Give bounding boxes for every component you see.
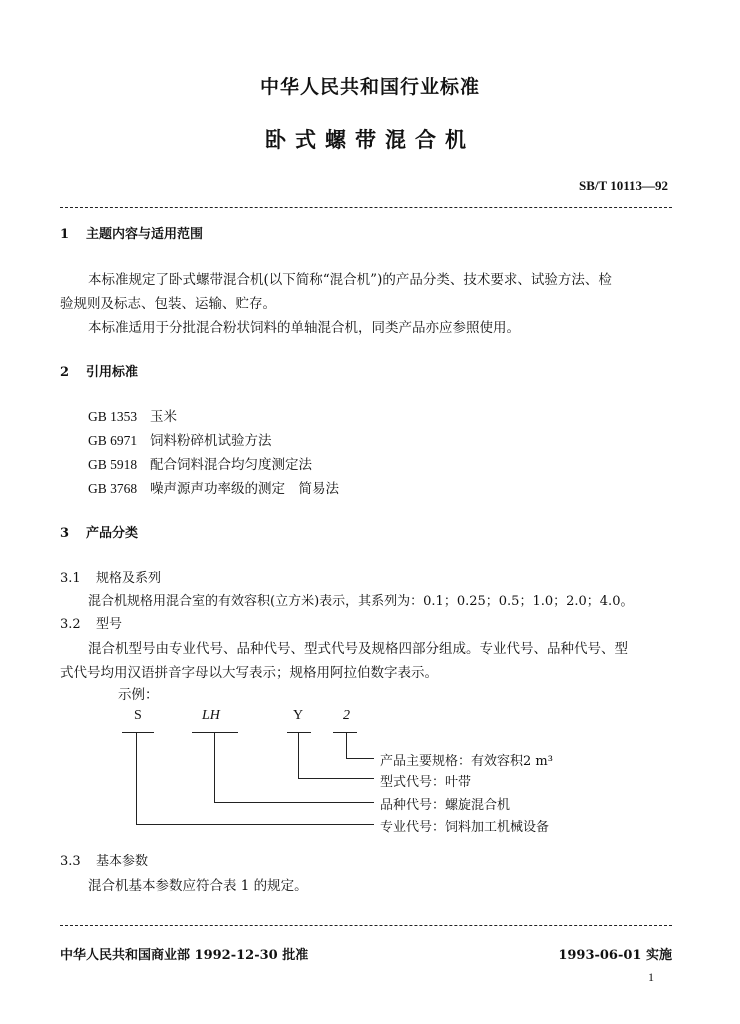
section-number: 2 — [60, 365, 70, 380]
header-divider — [60, 207, 672, 208]
reference-name: 配合饲料混合均匀度测定法 — [150, 457, 312, 473]
section-number: 3 — [60, 526, 70, 541]
example-label-spec: 产品主要规格：有效容积2 m³ — [380, 754, 553, 769]
section-1-para-1-line-1: 本标准规定了卧式螺带混合机(以下简称“混合机”)的产品分类、技术要求、试验方法、检 — [88, 272, 612, 288]
subsection-number: 3.1 — [60, 571, 81, 586]
reference-code: GB 1353 — [88, 409, 138, 424]
reference-code: GB 3768 — [88, 481, 138, 496]
section-2-heading — [60, 361, 138, 380]
section-3-heading — [60, 522, 138, 541]
reference-name: 玉米 — [150, 409, 177, 425]
example-letter-s: S — [134, 708, 142, 723]
underline-lh — [192, 732, 238, 733]
standard-code: SB/T 10113—92 — [579, 178, 668, 193]
subsection-title: 基本参数 — [96, 854, 149, 869]
example-label-type: 型式代号：叶带 — [380, 775, 472, 790]
connector-vertical — [298, 732, 299, 778]
reference-code: GB 6971 — [88, 433, 138, 448]
example-label-variety: 品种代号：螺旋混合机 — [380, 798, 511, 813]
reference-item — [88, 405, 177, 425]
page-number: 1 — [648, 970, 654, 984]
footer-divider — [60, 925, 672, 926]
example-letter-lh: LH — [202, 708, 220, 723]
subsection-3-3-heading — [60, 850, 148, 869]
reference-name: 噪声源声功率级的测定 简易法 — [150, 481, 339, 497]
underline-s — [122, 732, 154, 733]
subsection-3-2-heading — [60, 613, 122, 632]
connector-horizontal — [136, 824, 374, 825]
reference-name: 饲料粉碎机试验方法 — [150, 433, 272, 449]
example-letter-y: Y — [293, 708, 304, 723]
connector-horizontal — [346, 758, 374, 759]
section-1-para-1-line-2: 验规则及标志、包装、运输、贮存。 — [60, 296, 276, 312]
reference-item — [88, 477, 339, 497]
section-number: 1 — [60, 227, 70, 242]
subsection-3-1-text: 混合机规格用混合室的有效容积(立方米)表示，其系列为：0.1；0.25；0.5；1.0；2.0；4.0。 — [88, 594, 634, 609]
section-title: 引用标准 — [86, 365, 139, 380]
subsection-number: 3.3 — [60, 854, 81, 869]
section-1-heading — [60, 223, 203, 242]
reference-code: GB 5918 — [88, 457, 138, 472]
example-label-profession: 专业代号：饲料加工机械设备 — [380, 820, 550, 835]
example-letter-2: 2 — [343, 708, 350, 723]
subsection-number: 3.2 — [60, 617, 81, 632]
example-label: 示例： — [118, 687, 159, 703]
section-title: 产品分类 — [86, 526, 139, 541]
subsection-3-2-line-2: 式代号均用汉语拼音字母以大写表示；规格用阿拉伯数字表示。 — [60, 665, 438, 681]
connector-horizontal — [214, 802, 374, 803]
issuer-note: 中华人民共和国商业部 1992-12-30 批准 — [60, 948, 309, 963]
connector-horizontal — [298, 778, 374, 779]
effective-date: 1993-06-01 实施 — [558, 948, 672, 963]
section-1-para-2: 本标准适用于分批混合粉状饲料的单轴混合机，同类产品亦应参照使用。 — [88, 320, 520, 336]
underline-2 — [333, 732, 357, 733]
connector-vertical — [346, 732, 347, 758]
underline-y — [287, 732, 311, 733]
subsection-3-3-text: 混合机基本参数应符合表 1 的规定。 — [88, 878, 308, 894]
subsection-3-1-heading — [60, 567, 161, 586]
org-title: 中华人民共和国行业标准 — [259, 76, 480, 98]
subsection-title: 型号 — [96, 617, 123, 632]
doc-title: 卧式螺带混合机 — [265, 127, 475, 152]
subsection-3-2-line-1: 混合机型号由专业代号、品种代号、型式代号及规格四部分组成。专业代号、品种代号、型 — [88, 641, 628, 657]
reference-item — [88, 453, 312, 473]
section-title: 主题内容与适用范围 — [86, 227, 204, 242]
reference-item — [88, 429, 272, 449]
connector-vertical — [214, 732, 215, 802]
subsection-title: 规格及系列 — [96, 571, 162, 586]
connector-vertical — [136, 732, 137, 824]
